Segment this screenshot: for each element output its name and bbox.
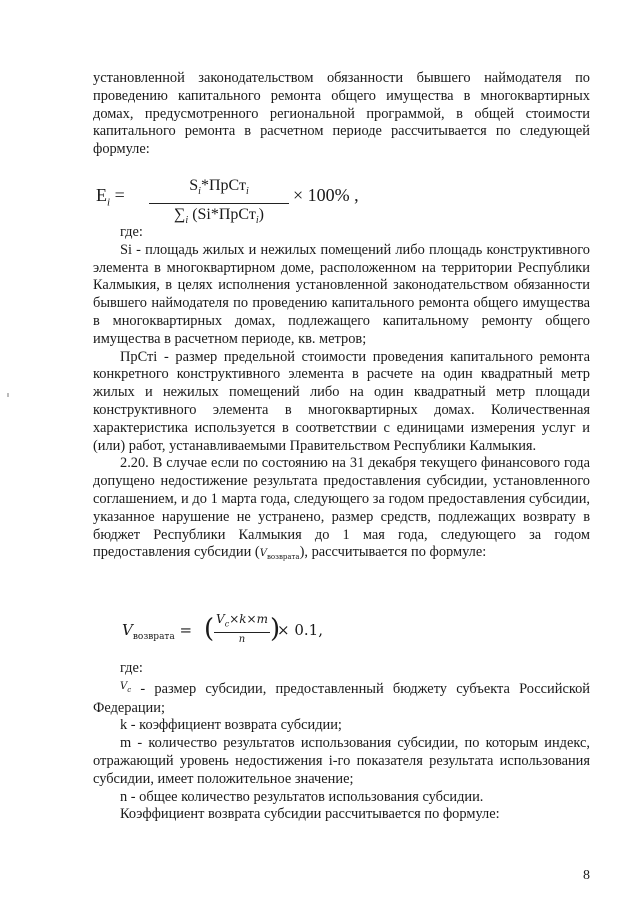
formula1-numerator: $S_i*ПрСт_i$ <box>189 177 249 198</box>
vc-definition: $^{V_c}$ - размер субсидии, предоставленный бюджету субъекта Российской Федерации; <box>93 680 590 716</box>
si-definition: Si - площадь жилых и нежилых помещений либо площадь конструктивного элемента в многоквартирном доме, расположенном на территории Республики Калмыкия, в целях исполнения установленной законодательством обязанности бывшего наймодателя по проведению капитального ремонта общего имущества в многоквартирных домах, подлежащего капитальному ремонту общего имущества в расчетном периоде, кв. метров; <box>93 241 590 347</box>
n-definition: n - общее количество результатов использования субсидии. <box>120 788 484 805</box>
paragraph-2-20: 2.20. В случае если по состоянию на 31 декабря текущего финансового года допущено недостижение результата предоставления субсидии, установленного соглашением, и до 1 марта года, следующего за годом предоставления субсидии, указанное нарушение не устранено, размер средств, подлежащих возврату в бюджет Республики Калмыкия до 1 мая года, следующего за годом предоставления субсидии $(V_{возврата})$, рассчитывается по формуле: <box>93 455 590 562</box>
formula2-fraction <box>214 612 270 646</box>
definitions-block-1 <box>93 224 590 567</box>
formula2-denominator: n <box>238 634 246 646</box>
page-number: 8 <box>583 868 590 883</box>
m-definition: m - количество результатов использования субсидии, по которым индекс, отражающий уровень недостижения i-го показателя результата использования субсидии, имеет положительное значение; <box>93 735 590 787</box>
formula2-numerator: $V_c\times k\times m$ <box>216 612 268 629</box>
formula1-fraction-bar <box>149 203 289 204</box>
formula1-rhs: × 100% , <box>293 185 359 205</box>
k-definition: k - коэффициент возврата субсидии; <box>120 717 342 734</box>
where-label-1: где: <box>120 224 143 240</box>
formula-e-i <box>93 176 413 227</box>
definitions-block-2 <box>93 660 590 824</box>
prsti-definition: ПрСтi - размер предельной стоимости проведения капитального ремонта конкретного конструктивного элемента в расчете на один квадратный метр жилых и нежилых помещений либо на один квадратный метр площади конструктивного элемента в многоквартирных домах. Количественная характеристика используется в соответствии с единицами измерения услуг и (или) работ, устанавливаемыми Правительством Республики Калмыкия. <box>93 348 590 454</box>
formula-v-return <box>122 612 422 648</box>
formula1-denominator: $\sum_i$ (Si*ПрСт$_i$) <box>174 206 264 227</box>
intro-paragraph: установленной законодательством обязанности бывшего наймодателя по проведению капитального ремонта общего имущества в многоквартирных домах, предусмотренного региональной программой, в общей стоимости капитального ремонта в расчетном периоде рассчитывается по следующей формуле: <box>93 70 590 158</box>
v-return-symbol: $V_{возврата}$ <box>259 548 300 562</box>
formula2-open-paren: ( <box>204 614 215 644</box>
scan-mark <box>7 393 9 397</box>
intro-block <box>93 70 590 159</box>
where-label-2: где: <box>120 660 143 676</box>
formula2-lhs: $V_{возврата}$ = <box>122 621 193 642</box>
formula1-lhs: $E_i$ = <box>96 185 125 209</box>
coefficient-line: Коэффициент возврата субсидии рассчитывается по формуле: <box>120 806 500 823</box>
formula2-fraction-bar <box>214 632 270 633</box>
formula2-close-paren: ) <box>270 614 281 644</box>
formula2-rhs: × 0.1, <box>277 621 323 639</box>
vc-symbol: Vc <box>120 680 132 694</box>
